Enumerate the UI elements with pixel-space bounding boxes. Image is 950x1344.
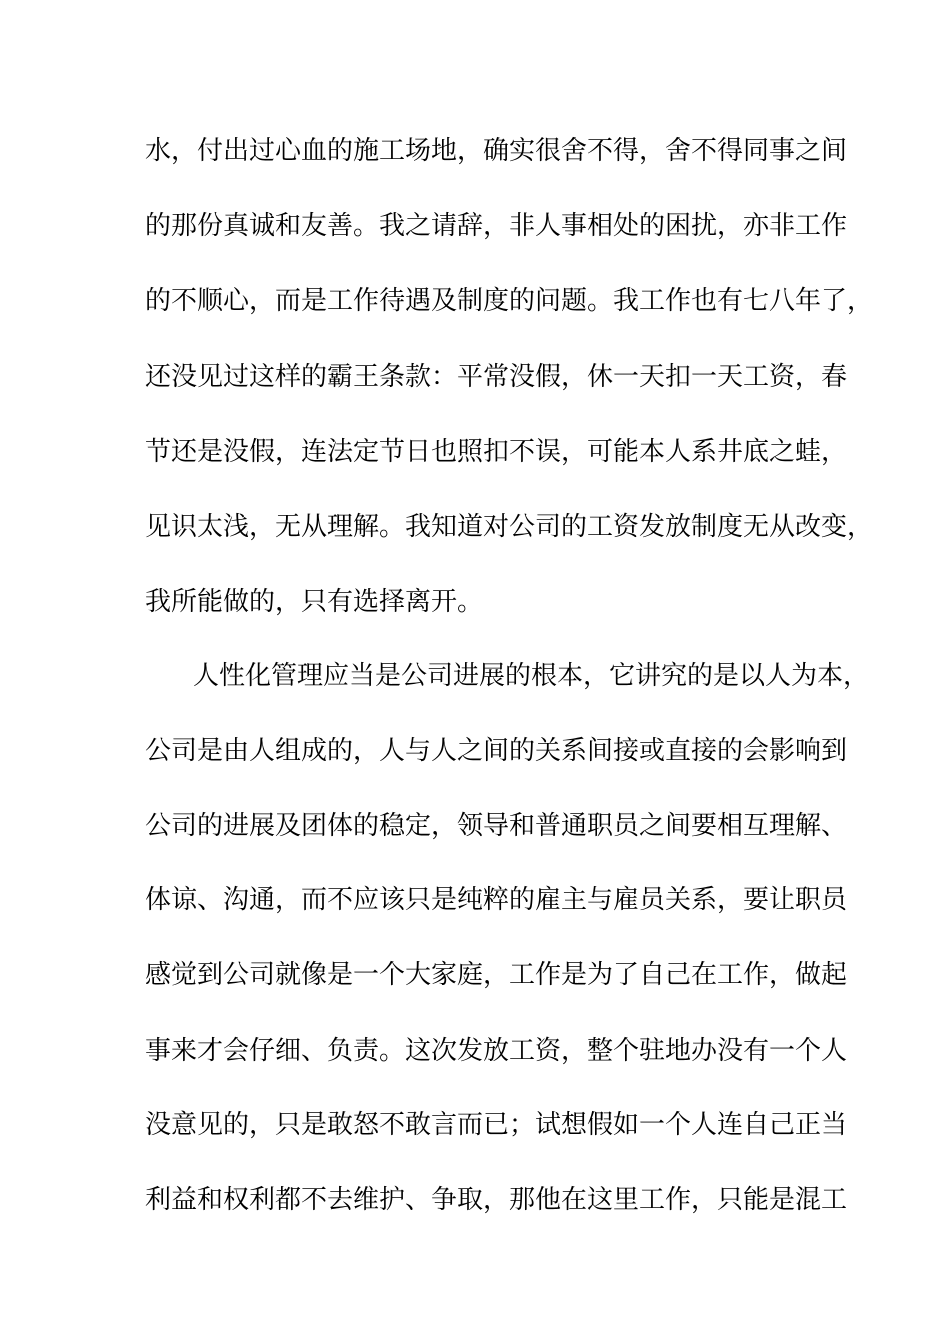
text-line: 利益和权利都不去维护、争取，那他在这里工作，只能是混工: [145, 1185, 848, 1215]
text-line: 水，付出过心血的施工场地，确实很舍不得，舍不得同事之间: [145, 136, 848, 166]
text-line: 没意见的，只是敢怒不敢言而已；试想假如一个人连自己正当: [145, 1110, 848, 1140]
text-line: 事来才会仔细、负责。这次发放工资，整个驻地办没有一个人: [145, 1036, 848, 1066]
text-line: 公司是由人组成的，人与人之间的关系间接或直接的会影响到: [145, 736, 848, 766]
text-line: 的不顺心，而是工作待遇及制度的问题。我工作也有七八年了，: [145, 286, 874, 316]
text-line: 还没见过这样的霸王条款：平常没假，休一天扣一天工资，春: [145, 362, 848, 392]
text-line: 感觉到公司就像是一个大家庭，工作是为了自己在工作，做起: [145, 960, 848, 990]
text-line: 的那份真诚和友善。我之请辞，非人事相处的困扰，亦非工作: [145, 211, 848, 241]
text-line: 公司的进展及团体的稳定，领导和普通职员之间要相互理解、: [145, 811, 848, 841]
text-line: 体谅、沟通，而不应该只是纯粹的雇主与雇员关系，要让职员: [145, 885, 848, 915]
text-line: 我所能做的，只有选择离开。: [145, 587, 484, 617]
text-line: 见识太浅，无从理解。我知道对公司的工资发放制度无从改变，: [145, 512, 874, 542]
text-line: 节还是没假，连法定节日也照扣不误，可能本人系井底之蛙，: [145, 437, 848, 467]
paragraph-first-line: 人性化管理应当是公司进展的根本，它讲究的是以人为本，: [193, 661, 870, 691]
